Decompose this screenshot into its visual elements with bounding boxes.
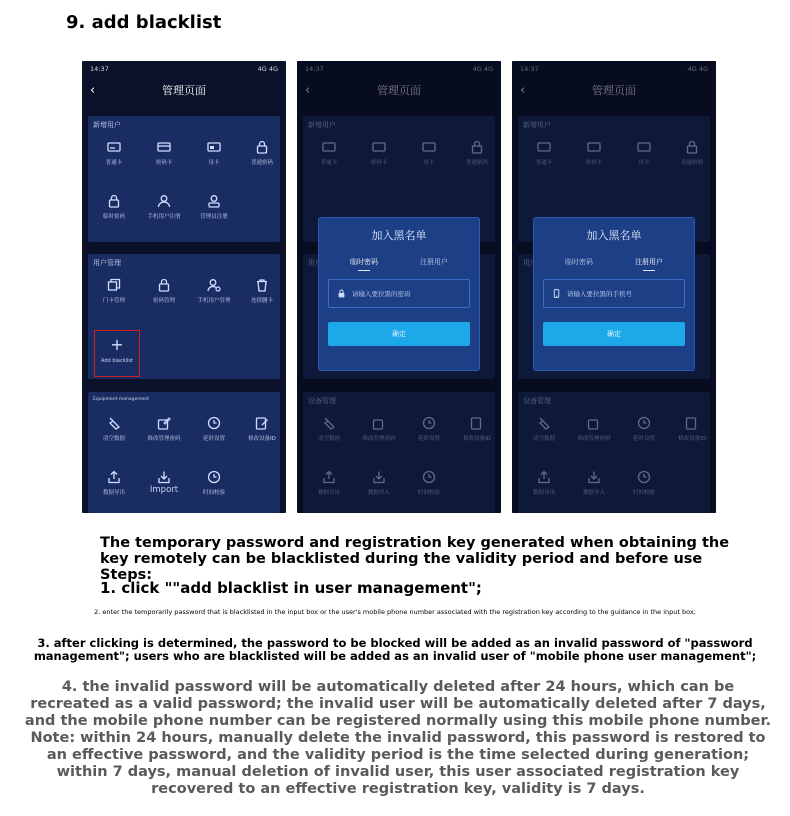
item-change-admin-password[interactable]: 修改管理密码 [140,416,188,442]
cards-icon [107,278,121,292]
edit-icon [255,416,269,430]
item-password-management[interactable]: 密码管理 [140,278,188,304]
blacklist-dialog [533,217,695,371]
phone-icon [552,289,561,298]
clock-icon [207,416,221,430]
item-change-device-id[interactable]: 修改设备ID [238,416,286,442]
user-icon [157,194,171,208]
trash-icon [255,278,269,292]
step-3: 3. after clicking is determined, the password to be blocked will be added as an invalid password of "password management"; users who are blacklisted will be added as an invalid user of "mobile phone user management"; [33,636,757,663]
item-card-management[interactable]: 门卡管理 [90,278,138,304]
item-admin-register[interactable]: 管理员注册 [190,194,238,220]
dialog-title: 加入黑名单 [371,229,427,242]
confirm-button[interactable]: 确定 [328,322,470,346]
status-bar [90,65,278,75]
back-icon[interactable]: ‹ [90,83,96,98]
item-data-import[interactable]: Import [140,470,188,495]
section-title-new-user: 新增用户 [93,121,121,129]
lock-icon [337,289,346,298]
user-management-card [88,254,280,379]
item-delay-setting[interactable]: 延时设置 [190,416,238,442]
nav-bar [82,81,286,101]
lock-icon [255,140,269,154]
device-management-card [88,392,280,513]
section-title-user-mgmt: 用户管理 [93,259,121,267]
item-normal-card[interactable]: 普通卡 [90,140,138,166]
confirm-button[interactable]: 确定 [543,322,685,346]
lock-icon [157,278,171,292]
user-settings-icon [207,278,221,292]
item-time-calibration[interactable]: 时间校验 [190,470,238,496]
item-master-card[interactable]: 母卡 [190,140,238,166]
card-icon [157,140,171,154]
intro-paragraph: The temporary password and registration key generated when obtaining the key remotely can be blacklisted during the validity period and before use Steps: [100,535,730,583]
item-password-card[interactable]: 密码卡 [140,140,188,166]
input-placeholder: 请输入要拉黑的手机号 [567,290,632,298]
tab-temp-password[interactable]: 临时密码 [565,258,593,266]
tab-registered-user[interactable]: 注册用户 [635,257,663,271]
tab-registered-user[interactable]: 注册用户 [420,258,448,266]
dialog-tabs [534,257,694,271]
step-2: 2. enter the temporarily password that is blacklisted in the input box or the user's mobile phone number associated with the registration key according to the guidance in the input box; [94,608,696,616]
admin-user-icon [207,194,221,208]
add-blacklist-button[interactable]: + Add blacklist [94,330,140,377]
dialog-title: 加入黑名单 [586,229,642,242]
step-4: 4. the invalid password will be automatically deleted after 24 hours, which can be recreated as a valid password; the invalid user will be automatically deleted after 7 days, and the mobile phone number can be registered normally using this mobile phone number. Note: within 24 hours, manually delete the invalid password, this password is restored to an effective password, and the validity period is the time selected during generation; within 7 days, manual deletion of invalid user, this user associated registration key recovered to an effective registration key, validity is 7 days. [24,679,772,797]
item-clear-data[interactable]: 清空数据 [90,416,138,442]
step-1: 1. click ""add blacklist in user management"; [100,579,482,597]
tab-temp-password[interactable]: 临时密码 [350,257,378,271]
input-placeholder: 请输入要拉黑的密码 [352,290,411,298]
plus-icon: + [110,335,124,354]
blacklist-phone-input[interactable] [543,279,685,308]
dialog-tabs [319,257,479,271]
phone-screen-1 [82,61,286,513]
edit-lock-icon [157,416,171,430]
blacklist-password-input[interactable] [328,279,470,308]
status-time: 14:37 [90,65,109,73]
nav-title: 管理页面 [162,84,206,97]
phone-screen-3 [512,61,716,513]
item-temp-password[interactable]: 临时密码 [90,194,138,220]
new-user-card [88,116,280,242]
status-signal: 4G 4G [257,65,278,73]
clock-icon [207,470,221,484]
card-icon [207,140,221,154]
item-phone-user-management[interactable]: 手机用户管理 [190,278,238,304]
section-title-device-en: Equipment management [93,397,150,402]
export-icon [107,470,121,484]
item-normal-password[interactable]: 普通密码 [238,140,286,166]
import-icon [157,470,171,484]
card-icon [107,140,121,154]
page-heading: 9. add blacklist [66,12,222,33]
item-phone-user-register[interactable]: 手机用户注册 [140,194,188,220]
item-bulk-delete-cards[interactable]: 连续删卡 [238,278,286,304]
item-data-export[interactable]: 数据导出 [90,470,138,496]
broom-icon [107,416,121,430]
phone-screen-2 [297,61,501,513]
lock-icon [107,194,121,208]
blacklist-dialog [318,217,480,371]
